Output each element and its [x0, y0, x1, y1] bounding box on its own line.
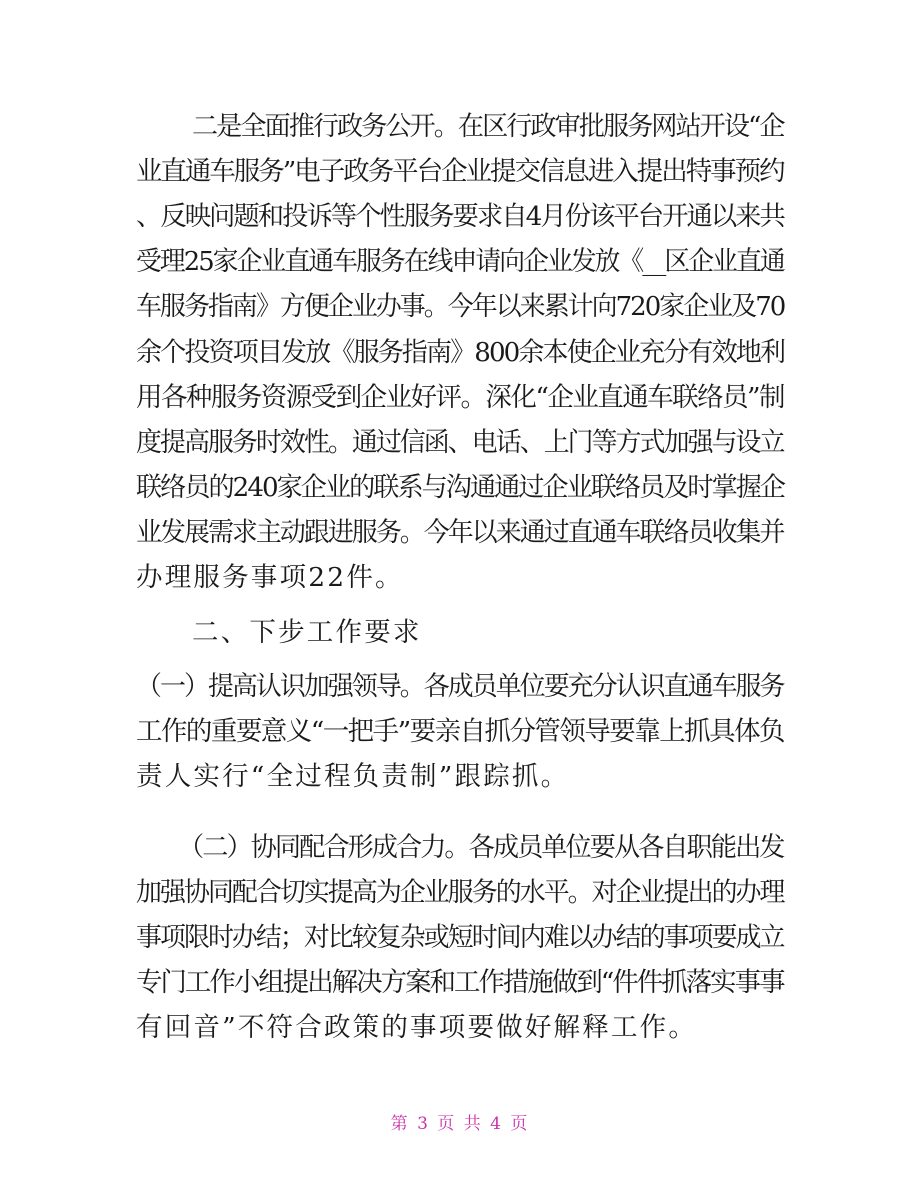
paragraph-line: 受理25家企业直通车服务在线申请向企业发放《__区企业直通: [136, 246, 784, 277]
paragraph-line: 业发展需求主动跟进服务。今年以来通过直通车联络员收集并: [136, 517, 784, 548]
paragraph-line: 度提高服务时效性。通过信函、电话、上门等方式加强与设立: [136, 427, 784, 458]
paragraph-line: 有回音”不符合政策的事项要做好解释工作。: [136, 1012, 698, 1043]
paragraph-line: 业直通车服务”电子政务平台企业提交信息进入提出特事预约: [136, 156, 784, 187]
paragraph-line: 专门工作小组提出解决方案和工作措施做到“件件抓落实事事: [136, 967, 784, 998]
paragraph-line: 、反映问题和投诉等个性服务要求自4月份该平台开通以来共: [136, 201, 784, 232]
paragraph-line: 余个投资项目发放《服务指南》800余本使企业充分有效地利: [136, 337, 785, 368]
paragraph-line: 工作的重要意义“一把手”要亲自抓分管领导要靠上抓具体负: [136, 716, 784, 747]
paragraph-line: 责人实行“全过程负责制”跟踪抓。: [136, 761, 570, 792]
paragraph-line: 办理服务事项22件。: [136, 562, 404, 593]
paragraph-line: 二是全面推行政务公开。在区行政审批服务网站开设“企: [192, 111, 784, 142]
paragraph-line: （一）提高认识加强领导。各成员单位要充分认识直通车服务: [136, 671, 784, 702]
paragraph-line: 事项限时办结；对比较复杂或短时间内难以办结的事项要成立: [136, 922, 784, 953]
page-number-footer: 第 3 页 共 4 页: [390, 1114, 530, 1134]
paragraph-line: 加强协同配合切实提高为企业服务的水平。对企业提出的办理: [136, 877, 784, 908]
paragraph-line: 用各种服务资源受到企业好评。深化“企业直通车联络员”制: [136, 382, 784, 413]
section-heading: 二、下步工作要求: [192, 617, 422, 648]
paragraph-line: 联络员的240家企业的联系与沟通通过企业联络员及时掌握企: [136, 472, 785, 503]
paragraph-line: 车服务指南》方便企业办事。今年以来累计向720家企业及70: [136, 291, 785, 322]
paragraph-line: （二）协同配合形成合力。各成员单位要从各自职能出发: [178, 832, 784, 863]
